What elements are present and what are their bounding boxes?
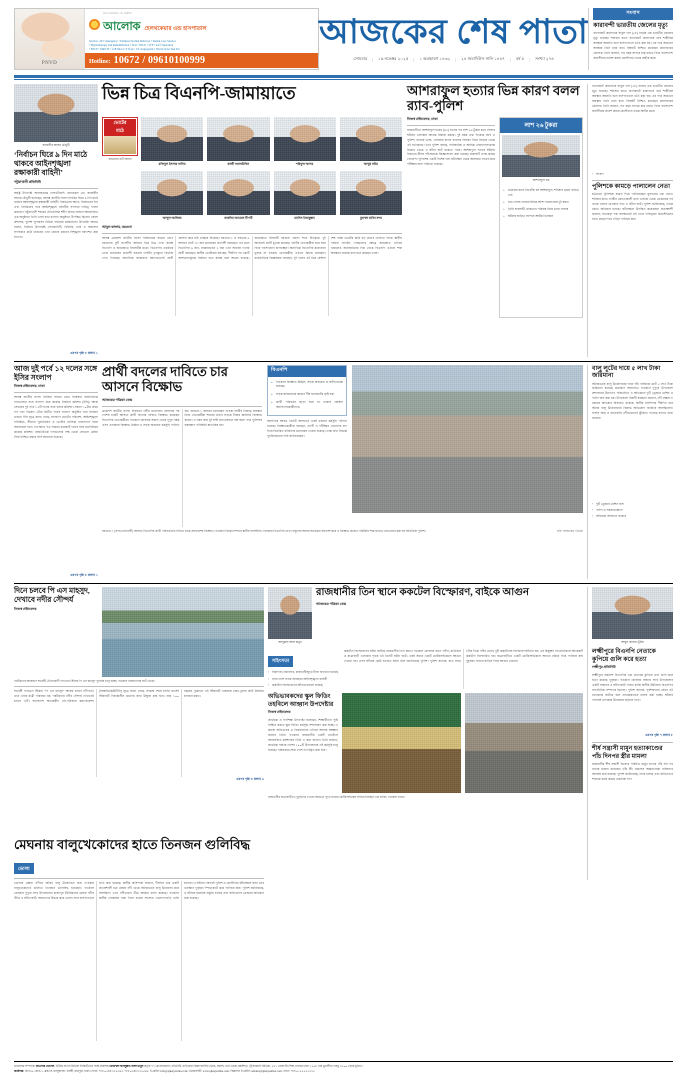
lead-main-byline: আবুল কালাম, বরগুনা xyxy=(102,224,132,229)
bottom-left-tag: ভোলা xyxy=(14,863,34,874)
lower-mid-photo-caption: রাজধানীর যাত্রাবাড়ীতে দুর্বৃত্তদের দেওয়া আগুনে পুড়ে যাওয়া মোটরসাইকেল সরিয়ে নিচ্ছেন এক ব্যক্তি। গতকাল রাতে। xyxy=(268,795,406,800)
factbox-point: » শুক্রবার রাতে নিখোঁজ হন আশরাফুল, শনিবার মেলে খণ্ডিত দেহ xyxy=(503,188,579,197)
mid-main-byline: আজকের পত্রিকা ডেস্ক xyxy=(102,397,132,402)
portrait-cell xyxy=(274,171,336,222)
dateline-hijri: ২৪ জমাদিউস সানি ১৪৪৭ xyxy=(461,55,505,61)
page-footer xyxy=(14,1061,673,1074)
kicker-line-2: মাঠে xyxy=(104,128,136,136)
right-col3-headline[interactable]: বালু লুটের দায়ে ৫ লাখ টাকা জরিমানা xyxy=(592,364,661,380)
lower-right-byline: লক্ষ্মীপুর প্রতিনিধি xyxy=(592,665,616,670)
right-col3-bullet: • অভিযান অব্যাহত থাকবে xyxy=(592,514,673,519)
ad-photo-label: PNVD xyxy=(41,61,58,66)
middle-column xyxy=(102,84,583,357)
ad-services xyxy=(85,38,318,53)
mid-main-body-col3: অন্যদিকে আরও তিনটি আসনেও একই ধরনের কর্মসূচি পালিত হয়েছে। বিক্ষোভকারীরা বলছেন, ত্যাগী ও পরীক্ষিত নেতাদের বাদ দিয়ে বিতর্কিত ব্যক্তিদের মনোনয়ন দেওয়া হয়েছে। তারা দ্রুত সিদ্ধান্ত পুনর্বিবেচনার দাবি জানিয়েছেন। xyxy=(267,419,347,439)
candidate-photo xyxy=(340,117,402,161)
lower-right-portrait-caption: আবুল কালাম ভূঁইয়া xyxy=(620,640,645,645)
footer-office-label: কার্যালয়: xyxy=(14,1069,25,1074)
dateline-gregorian: ১৬ নভেম্বর ২০২৫ xyxy=(378,55,409,61)
footer-line1-mid: , নিউজ বাংলা মিডিয়া লিমিটেডের পক্ষে প্রকাশক xyxy=(54,1064,109,1069)
lead-right-byline: নিজস্ব প্রতিবেদক, ঢাকা xyxy=(407,116,438,121)
right-col-continued-body: বাগেরহাট কারাগারে বাবুল দাস (৫৮) নামের এক ভারতীয় জেলের মৃত্যু হয়েছে। শনিবার রাতে বাগেরহাট কারাগারে তার শারীরিক অবস্থার অবনতি হলে হাসপাতালে ভর্তি করা হয়। এর পরে অচেতন অবস্থায় তিনি মারা যান। বিষয়টি নিশ্চিত করেছেন কারাগারের জেলার। তিনি জানান, গত বছর সাগরে মাছ ধরতে গিয়ে বাংলাদেশ জলসীমায় প্রবেশ করায় কোস্টগার্ড তাকে আটক করে। xyxy=(592,84,673,113)
lower-right-body-2: রাজধানীর শীর্ষ সন্ত্রাসী হিসেবে পরিচিত মামুন হত্যার পাঁচ দিন পর থানায় মামলা করেছেন তাঁর স্ত্রী। মামলায় অজ্ঞাতনামা ব্যক্তিদের আসামি করা হয়েছে। পুলিশ জানিয়েছে, তদন্ত চলছে এবং জড়িতদের শনাক্তে কাজ করছে একাধিক দল। xyxy=(592,762,673,781)
left-column xyxy=(14,84,98,357)
burnt-bike-photo xyxy=(465,693,584,793)
lead-right-headline[interactable]: আশরাফুল হত্যার ভিন্ন কারণ বলল র‍্যাব-পুলিশ xyxy=(407,83,580,113)
advertisement-alok-healthcare[interactable] xyxy=(14,8,319,70)
right-col3-bullet: • পাইপ ও সরঞ্জাম ধ্বংস xyxy=(592,508,673,513)
portrait-cell xyxy=(141,117,203,168)
factbox-point: » তিনি ব্যবসায়ী, থাকতেন পরিবার নিয়ে ভাড়া বাসায় xyxy=(503,207,579,212)
right-col3-story xyxy=(587,365,673,580)
lead-main-body xyxy=(102,236,402,316)
right-column xyxy=(587,84,673,357)
lower-right-story xyxy=(587,587,673,880)
candidate-photo xyxy=(340,171,402,215)
candidate-photo xyxy=(207,171,269,215)
candidate-name: রাকসিম আহমেদ টিপটি xyxy=(224,215,253,220)
mid-right-extra-body: প্রাথমিক ও গণশিক্ষা উপদেষ্টা বলেছেন, শিক্ষার্থীদের পুষ্টি নিশ্চিত করতে স্কুল ফিডিং কর্মসূচি সম্প্রসারণ করা হচ্ছে। এ কাজে অভিভাবক ও বিত্তবানদের এগিয়ে আসার আহ্বান জানান তিনি। গতকাল রাজধানীর একটি হোটেলে আয়োজিত কর্মশালায় তিনি এ কথা বলেন। তিনি জানান, প্রাথমিক পর্যায়ে দেশের ১৫০টি উপজেলায় এই কর্মসূচি চালু হয়েছে। পর্যায়ক্রমে সারা দেশে তা বিস্তৃত করা হবে। xyxy=(268,718,338,752)
kicker-caption: বরগুনার এটি আসন xyxy=(108,156,132,161)
bottom-left-body-col2: স্থানীয় বাসিন্দারা জানান, দীর্ঘদিন ধরে একটি প্রভাবশালী চক্র মেঘনা নদী থেকে অবৈধভাবে বালু উত্তোলন করে আসছিল। এতে নদীভাঙন তীব্র আকার ধারণ করেছে। গতকাল স্থানীয় লোকজন বাধা দিলে চক্রের সদস্যরা এলোপাতাড়ি গুলি চালায়। xyxy=(99,880,193,900)
steamer-photo-caption: পর্যটকদের আকর্ষণে শতবর্ষী ঐতিহ্যবাহী প্যাডেল স্টিমার পি এস মাহসুদ পুনরায় চালু হচ্ছে। গতকাল নারায়ণগঞ্জ ঘাট থেকে। xyxy=(14,679,155,684)
newspaper-title: আজকের শেষ পাতা xyxy=(319,14,589,52)
lower-mid-bullets xyxy=(268,670,340,687)
lower-mid-byline: আজকের পত্রিকা ডেস্ক xyxy=(316,602,346,607)
right-col2-headline[interactable]: পুলিশকে কামড়ে পালালেন নেতা xyxy=(592,182,670,190)
footer-office-details: বাড়ি-৯, রোড-১, ব্লক-সি, মনসুরাবাদ, বনশ্রী, রামপুরা, ঢাকা। ফোন: +৮৮০২৪৮৩২২৫৬৫, +৮৮০২৪৮৩২২৫৬৫, ই-মেইল: info@ajkerpatrika.com, ওয়েবসাইট: www.ajkerpatrika.com, বিজ্ঞাপন ই-মেইল: adsales@ajkerpatrika.com, ফোন: +৮৮০১৫৫৫৫৫৫২৫ xyxy=(24,1069,315,1074)
dateline-issue: সংখ্যা ২৭৪ xyxy=(535,55,555,61)
mid-main-body xyxy=(102,409,262,527)
right-col3-bullet: • দুটি ড্রেজার মেশিন জব্দ xyxy=(592,502,673,507)
candidate-name: আব্দুল আজিজ xyxy=(162,215,182,220)
dateline-bangla: ১ অগ্রহায়ণ ১৪৩২ xyxy=(419,55,451,61)
factbox-lash-26-tukra xyxy=(499,117,583,318)
portrait-cell xyxy=(274,117,336,168)
ad-logo xyxy=(85,9,318,38)
lead-left-body: স্বরাষ্ট্র উপদেষ্টা অবসরপ্রাপ্ত লেফটেন্যান্ট জেনারেল মো. জাহাঙ্গীর আলম চৌধুরী বলেছেন, আসন্ন জাতীয় সংসদ নির্বাচন ঘিরে ৯ দিন মাঠে থাকবে আইনশৃঙ্খলা রক্ষাকারী বাহিনী। নির্বাচনের আগে, নির্বাচনের দিন এবং নির্বাচনের পরে আইনশৃঙ্খলা বাহিনীর সদস্যরা দায়িত্ব পালন করবেন। পটুয়াখালী শহরের ঐতিহাসিক শহীদ মিনার প্রাঙ্গণে আয়োজিত এক অনুষ্ঠানে তিনি এসব কথা বলেন। অনুষ্ঠানে উপস্থিত ছিলেন জেলা প্রশাসক, পুলিশ সুপারসহ বিভিন্ন পর্যায়ের কর্মকর্তারা। উপদেষ্টা আরও বলেন, নির্বাচন উপলক্ষে সেনাবাহিনী, বিজিবি, র‍্যাব ও আনসার সদস্যরাও মাঠে থাকবেন এবং কোনো ধরনের বিশৃঙ্খলা বরদাশত করা হবে না। xyxy=(14,190,98,239)
footer-editor-name: কাওসার হোসেন xyxy=(35,1064,55,1069)
lower-mid-tag: সহিংসতা xyxy=(268,656,293,667)
section-divider-2 xyxy=(14,583,673,584)
bulletbox-bnp xyxy=(267,365,347,417)
mid-main-body-col2: বরগুনা-১ আসনে মনোনয়ন পাওয়া প্রার্থীর বিরুদ্ধে অবস্থান নিয়ে নেতাকর্মীরা শহরের প্রধান সড়কে টায়ার জ্বালিয়ে বিক্ষোভ করেন। এ সময় প্রায় দুই ঘণ্টা যান চলাচল বন্ধ ছিল। পরে পুলিশের হস্তক্ষেপে পরিস্থিতি স্বাভাবিক হয়। xyxy=(184,408,262,428)
lower-mid-story xyxy=(268,587,583,880)
right-col-note xyxy=(592,172,673,177)
lower-left-body: শতবর্ষী প্যাডেল স্টিমার ‘পি এস মাহসুদ’ আবার চলবে নদীপথে। তবে এবার যাত্রী পরিবহন নয়, পর্যটকদের নদীর সৌন্দর্য দেখাতেই চলবে এটি। বাংলাদেশ অভ্যন্তরীণ নৌ-পরিবহন করপোরেশন (বিআইডব্লিউটিসি) সূত্রে জানা গেছে, সংস্কার শেষে চলতি মাসেই স্টিমারটি দিবাকালীন ভ্রমণের জন্য উন্মুক্ত করা হবে। প্রায় ১০০ বছরের পুরোনো এই স্টিমারটি একসময় ঢাকা-খুলনা রুটে নিয়মিত চলাচল করত। xyxy=(14,688,264,703)
lower-mid-portrait xyxy=(268,587,312,639)
lower-right-headline[interactable]: লক্ষ্মীপুরে বিএনপি নেতাকে কুপিয়ে গুলি করে হত্যা xyxy=(592,648,656,663)
ad-hotline-number: 10672 / 09610100999 xyxy=(113,54,206,66)
candidate-name: কাজী আলাউদ্দিন xyxy=(227,161,250,166)
lower-mid-bullet: • ককটেল বিস্ফোরণের ঘটনায় মামলা হয়েছে xyxy=(268,683,340,688)
ad-photo xyxy=(15,9,85,69)
section-label-sangbad: সংবাদ xyxy=(593,8,673,20)
lower-right-portrait xyxy=(592,587,673,639)
protest-photo xyxy=(352,365,583,513)
lower-left-continued[interactable]: এরপর পৃষ্ঠা ৮ কলাম ৩ xyxy=(236,776,264,781)
portrait-cell xyxy=(207,117,269,168)
masthead-divider-thin xyxy=(14,79,673,80)
portrait-cell xyxy=(207,171,269,222)
mid-left-headline[interactable]: আজ দুই পর্বে ১২ দলের সঙ্গে ইসির সংলাপ xyxy=(14,363,98,382)
lead-right-block xyxy=(407,117,583,318)
lower-right-body: লক্ষ্মীপুরে প্রকাশ্যে বিএনপির এক নেতাকে কুপিয়ে এবং গুলি করে হত্যা করেছে দুর্বৃত্তরা। গতকাল রোববার সন্ধ্যায় সদর উপজেলার একটি বাজারে এ ঘটনা ঘটে। নিহত ব্যক্তি স্থানীয় ইউনিয়ন বিএনপির সাংগঠনিক সম্পাদক ছিলেন। পুলিশ জানায়, পূর্বশত্রুতার জেরে এই হত্যাকাণ্ড ঘটেছে বলে প্রাথমিকভাবে ধারণা করা হচ্ছে। ঘটনার পরপরই এলাকায় উত্তেজনা ছড়িয়ে পড়ে। xyxy=(592,673,673,702)
lower-mid-bullet: • নিরাপত্তা জোরদার, রাজধানীজুড়ে টহল বাড়ানো হয়েছে xyxy=(268,670,340,675)
footer-editor-label: ভারপ্রাপ্ত সম্পাদক: xyxy=(14,1064,36,1069)
mid-right-extra-story xyxy=(268,693,338,793)
top-side-headline[interactable]: কারাবন্দী ভারতীয় জেলের মৃত্যু xyxy=(593,22,668,29)
factbox-photo xyxy=(502,135,580,177)
mid-left-story xyxy=(14,365,98,580)
mid-left-body: আসন্ন জাতীয় সংসদ নির্বাচন সামনে রেখে নিবন্ধিত রাজনৈতিক দলগুলোর সঙ্গে সংলাপ শুরু করেছে নির্বাচন কমিশন (ইসি)। আজ সোমবার দুই পর্বে ১২টি দলের সঙ্গে বসবে কমিশন। সকাল ১০টায় প্রথম পর্ব এবং বিকেল ৩টায় দ্বিতীয় পর্বের সংলাপ অনুষ্ঠিত হবে নির্বাচন ভবনে। ইসি সূত্রে জানা গেছে, সংলাপে ভোটের পরিবেশ, আইনশৃঙ্খলা পরিস্থিতি, সীমানা পুনর্নির্ধারণ ও ভোটার তালিকা হালনাগাদ নিয়ে আলোচনা হবে। এর আগে গত সপ্তাহে কয়েকটি দলের সঙ্গে মতবিনিময় করেছে কমিশন। রাজনৈতিক দলগুলোর পক্ষ থেকে লেভেল প্লেয়িং ফিল্ড নিশ্চিত করার দাবি জানানো হয়েছে। xyxy=(14,395,98,439)
kicker-box xyxy=(102,117,138,222)
candidate-photo xyxy=(207,117,269,161)
lower-mid-body xyxy=(344,649,583,689)
bottom-left-body xyxy=(14,881,264,1041)
ad-service-line-3: • EECP • MRI 3T • 128 Slice CT Scan • CT Angiogram • World Class Test Etc xyxy=(89,47,180,52)
lower-mid-body-col1: ককটেল বিস্ফোরণের ঘটনা ঘটেছে রাজধানীর তিন স্থানে। গতকাল রোববার রাতে পল্টন, মতিঝিল ও যাত্রাবাড়ী এলাকায় পৃথক এই তিনটি ঘটনা ঘটে। একই সময়ে একটি মোটরসাইকেলে আগুন দেওয়া হয়। এসব ঘটনায় কেউ হতাহত হয়নি বলে জানিয়েছে পুলিশ। xyxy=(344,649,461,664)
portrait-cell xyxy=(141,171,203,222)
lower-left-headline[interactable]: দিনে চলবে পি এস মাহসুদ, দেখাবে নদীর সৌন্দর্য xyxy=(14,586,90,605)
footer-line1-post: কর্তৃক ৭৭ মোতাহারবাগ এভিনিউ, বাড়িধারা বিজ্ঞাপনবিথি থেকে, প্রকাশ, তথা থেকে প্রকাশিত। ট্রেজারমণি মিডিয়া, ২২১ তেজগাঁও শিল্প এলাকা ঢাকা ১২০৮ এরা মুদ্রাণীয়। ফকচু ৩৫০০ থেকে মুদ্রিত। xyxy=(143,1064,363,1069)
kicker-photo xyxy=(104,136,136,154)
lower-left-byline: নিজস্ব প্রতিবেদক xyxy=(14,607,37,612)
portrait-cell xyxy=(340,117,402,168)
ad-body xyxy=(85,9,318,69)
top-strip xyxy=(14,8,673,70)
bottom-left-body-col3: এ ঘটনার পরপরই পুলিশ ও কোস্টগার্ড ঘটনাস্থলে যায়। তবে ততক্ষণে দুর্বৃত্তরা স্পিডবোটে করে পালিয়ে যায়। পুলিশ জানিয়েছে, এ ঘটনায় মামলার প্রস্তুতি চলছে এবং জড়িতদের গ্রেপ্তারে অভিযান শুরু হয়েছে। xyxy=(184,880,264,900)
masthead-divider-thick xyxy=(14,75,673,78)
portrait-cell xyxy=(340,171,402,222)
bottom-left-body-col1: ভোলার মেঘনা নদীতে অবৈধ বালু উত্তোলনে বাধা দেওয়ায় বালুখেকোদের গুলিতে তিনজন গুলিবিদ্ধ হয়েছেন। গতকাল রোববার দুপুরে সদর উপজেলার রাজাপুর ইউনিয়নের মেঘনা নদীর তীরে এ ঘটনা ঘটে। আহতদের উদ্ধার করে ভোলা সদর হাসপাতালে ভর্তি করা হয়েছে। xyxy=(14,880,122,900)
lead-main-body-col1: আসন্ন ত্রয়োদশ জাতীয় সংসদ নির্বাচনকে সামনে রেখে বরগুনার দুটি সংসদীয় আসনে ভিন্ন চিত্র দেখা যাচ্ছে বিএনপি ও জামায়াতে ইসলামীর মধ্যে। বিএনপির একাধিক নেতা মনোনয়ন প্রত্যাশী হওয়ায় দলটির তৃণমূলে বিভক্তি দেখা দিয়েছে। অন্যদিকে জামায়াত আগেভাগেই প্রার্থী ঘোষণা করে মাঠ গুছিয়ে নিয়েছে। xyxy=(102,235,220,260)
main-grid xyxy=(14,84,673,357)
candidate-name: মহসিন ইজাবুল্লাহ xyxy=(294,215,315,220)
sun-icon xyxy=(89,19,100,30)
bottom-left-headline[interactable]: মেঘনায় বালুখেকোদের হাতে তিনজন গুলিবিদ্ধ xyxy=(14,837,251,852)
mid-main-story xyxy=(102,365,583,580)
lower-mid-headline[interactable]: রাজধানীর তিন স্থানে ককটেল বিস্ফোরণ, বাইকে আগুন xyxy=(316,587,529,599)
kicker-line-1: ভোটের xyxy=(104,119,136,128)
steamer-photo xyxy=(102,587,264,677)
top-side-body: বাগেরহাট কারাগারে বাবুল দাস (৫৮) নামের এক ভারতীয় জেলের মৃত্যু হয়েছে। শনিবার রাতে বাগেরহাট কারাগারে তার শারীরিক অবস্থার অবনতি হলে হাসপাতালে ভর্তি করা হয়। এর পরে অচেতন অবস্থায় তিনি মারা যান। বিষয়টি নিশ্চিত করেছেন কারাগারের জেলার। তিনি জানান, গত বছর সাগরে মাছ ধরতে গিয়ে বাংলাদেশ জলসীমায় প্রবেশ করায় কোস্টগার্ড তাকে আটক করে। xyxy=(593,31,673,61)
candidate-name: শরিফুল আলম xyxy=(295,161,314,166)
lead-left-photo xyxy=(14,84,98,142)
ad-service-line-2: • Physiotherapy and Rehabilitation • ICU • NICU • IVF • 24/7 Operation xyxy=(89,43,174,48)
lower-mid-bullet: • সারা দেশে সতর্ক অবস্থানে আইনশৃঙ্খলা বাহিনী xyxy=(268,677,340,682)
lower-right-continued[interactable]: এরপর পৃষ্ঠা ৭ কলাম ৮ xyxy=(645,733,673,738)
lead-main-body-col3: জামায়াতে ইসলামী বরগুনা জেলা শাখা ইতিমধ্যে দুই আসনেই প্রার্থী চূড়ান্ত করেছে। দলটির নেতাকর্মীরা ঘরে ঘরে গিয়ে গণসংযোগ চালাচ্ছেন। অন্যদিকে বিএনপির মনোনয়ন চূড়ান্ত না হওয়ায় নেতাকর্মীরা এখনো দ্বিধায় রয়েছেন। xyxy=(254,235,326,255)
ad-hotline-bar[interactable] xyxy=(85,53,318,68)
right-col2-body: চট্টগ্রামে পুলিশকে কামড় দিয়ে পালিয়েছেন যুবদলের এক নেতা। শনিবার রাতে নগরীর কোতোয়ালী থানা এলাকা থেকে গ্রেপ্তারের পর তাকে থানায় নেওয়ার পথে এ ঘটনা ঘটে। পুলিশ জানিয়েছে, তাকে ধরতে অভিযান চলছে। ঘটনাস্থলে উপস্থিত কয়েকজন প্রত্যক্ষদর্শী জানান, হাতকড়া পরা অবস্থাতেই ওই নেতা দায়িত্বরত কনস্টেবলের হাতে কামড় দিয়ে দৌড়ে পালিয়ে যান। xyxy=(592,192,673,221)
mid-left-byline: নিজস্ব প্রতিবেদক, ঢাকা xyxy=(14,384,45,389)
lead-left-byline: পটুয়াখালী প্রতিনিধি xyxy=(14,179,41,184)
dateline-year: বর্ষ ৫ xyxy=(515,55,525,61)
bottom-left-story xyxy=(14,838,264,1041)
factbox-point: » হাত-পাসহ দেহের বিভিন্ন অংশ পাওয়া যায় দুই স্থানে xyxy=(503,200,579,205)
factbox-points xyxy=(500,186,582,224)
bulletbox-item: » সড়ক অবরোধের কারণে দীর্ঘ যানজটের সৃষ্টি হয়। xyxy=(271,392,343,397)
lead-main-headline[interactable]: ভিন্ন চিত্র বিএনপি-জামায়াতে xyxy=(102,83,296,103)
mid-main-headline[interactable]: প্রার্থী বদলের দাবিতে চার আসনে বিক্ষোভ xyxy=(102,363,228,394)
factbox-title: লাশ ২৬ টুকরা xyxy=(500,118,582,133)
protest-photo-credit: ছবি: আজকের পত্রিকা xyxy=(557,528,583,533)
second-band xyxy=(14,365,673,580)
top-side-news xyxy=(588,8,673,70)
factbox-point: » ঘটনায় জড়িত সন্দেহে আটক তিনজন xyxy=(503,214,579,219)
mid-left-continued[interactable]: এরপর পৃষ্ঠা ৮ কলাম ১ xyxy=(70,573,98,578)
candidate-photo xyxy=(274,117,336,161)
candidate-photo xyxy=(274,171,336,215)
mid-right-extra-byline: নিজস্ব প্রতিবেদক xyxy=(268,710,291,715)
section-divider-1 xyxy=(14,361,673,362)
cocktail-scene-photo xyxy=(342,693,461,793)
dateline-weekday: সোমবার xyxy=(353,55,368,61)
lower-right-headline-2[interactable]: শীর্ষ সন্ত্রাসী মামুন হত্যাকাণ্ডের পাঁচ দিনপর স্ত্রীর মামলা xyxy=(592,745,663,760)
ad-tiny-top: ঢাকা মেডিকেল এন্ড ডেন্টাল xyxy=(103,12,132,15)
lead-main-body-col2: বরগুনা-১ ও বরগুনা-২ আসনে মোট ১৮ জন মনোনয়ন প্রত্যাশী রয়েছেন। এর মধ্যে বিএনপির ৯ জন, জামায়াতের ২ জন এবং অন্যান্য দলের প্রার্থী রয়েছেন। স্থানীয় ভোটাররা বলছেন, দীর্ঘদিন পর একটি অংশগ্রহণমূলক নির্বাচন হতে যাচ্ছে বলে আগ্রহ বাড়ছে। xyxy=(178,235,250,260)
footer-imprint-line-2 xyxy=(14,1069,673,1074)
ad-service-line-1: Service- 24/7 emergency • Painless Normal Delivery • Dental Care Service xyxy=(89,39,176,43)
bulletbox-title: বিএনপি xyxy=(268,366,346,377)
candidate-name: মজিবুল ইসলাম নাসিম xyxy=(158,161,186,166)
lead-right-body: রাজধানীতে আশরাফুল হকের (৪২) হত্যার পর লাশ ২৬ টুকরা করে ফেলার ঘটনায় এলাকায় আতঙ্ক বিরাজ করছে। দুই রকম তথ্য দিয়েছে র‍্যাব ও পুলিশ। র‍্যাবের ভাষ্য, এলাকার মাদক ব্যবসার নিয়ন্ত্রণ নিয়ে বিরোধ থেকে এই হত্যাকাণ্ড। তবে পুলিশ বলছে, পারিবারিক ও আর্থিক লেনদেনসংক্রান্ত বিরোধ থেকে এ ঘটনা ঘটে থাকতে পারে। আশরাফুল হত্যার ঘটনায় নিহতের স্ত্রীসহ পাঁচজনকে জিজ্ঞাসাবাদ করা হয়েছে। মামলাটি তদন্ত করছে গোয়েন্দা পুলিশের একটি বিশেষ দল। ঘটনাস্থল থেকে আলামত সংগ্রহ করে পরীক্ষার জন্য পাঠানো হয়েছে। xyxy=(407,127,495,167)
candidate-name: মুহাম্মদ হাবিব বশর xyxy=(359,215,382,220)
right-col-note-item: • সংবাদ xyxy=(592,172,673,177)
candidate-photo xyxy=(141,171,203,215)
lead-main-body-col4: রাজনৈতিক বিশ্লেষকরা বলছেন, দুই দলের এই ভিন্ন কৌশল শেষ পর্যন্ত ভোটের মাঠে বড় প্রভাব ফেলতে পারে। স্থানীয় পর্যায়ে সংগঠন গোছানোর ক্ষেত্রে জামায়াত এগিয়ে থাকলেও জনসমর্থনের দিক থেকে বিএনপি এখনো শক্ত অবস্থানে রয়েছে বলে মনে করছেন তারা। xyxy=(254,235,402,260)
lead-left-photo-credit: জাহাঙ্গীর আলম চৌধুরী xyxy=(42,143,70,147)
lower-mid-body-col2: পুলিশ জানায়, রাত সাড়ে ৮টার দিকে পল্টন মোড়ে দুটি ককটেলের বিস্ফোরণ ঘটানো হয়। এর কিছুক্ষণ পর মতিঝিলে আরেকটি ককটেল বিস্ফোরিত হয়। যাত্রাবাড়ীতে একটি মোটরসাইকেলে আগুন ধরিয়ে দিয়ে পালিয়ে যায় দুর্বৃত্তরা। ফায়ার সার্ভিস গিয়ে আগুন নেভায়। xyxy=(429,649,583,664)
bulletbox-item: » গতকাল বিক্ষোভ মিছিল, সড়ক অবরোধ ও ঘণ্টাখানেক হয়েছে। xyxy=(271,380,343,389)
lead-left-continued[interactable]: এরপর পৃষ্ঠা ৮ কলাম ১ xyxy=(70,350,98,355)
candidate-name: আব্দুর রহিম xyxy=(363,161,378,166)
ad-brand-subtitle: হেলথকেয়ার এন্ড হাসপাতাল xyxy=(144,26,207,32)
bulletbox-item: » প্রার্থী পরিবর্তন ছাড়া ঘরে না ফেরার ঘোষণা আন্দোলনকারীদের। xyxy=(271,400,343,409)
candidate-portrait-grid xyxy=(141,117,402,222)
right-col3-body: অবৈধভাবে বালু উত্তোলনের দায়ে পাঁচ ব্যক্তিকে মোট ৫ লাখ টাকা জরিমানা করেছে ভ্রাম্যমাণ আদালত। গতকাল দুপুরে উপজেলা প্রশাসনের উদ্যোগে পরিচালিত এ অভিযানে দুটি ড্রেজার মেশিন ও পাইপ জব্দ করা হয়। উপজেলা নির্বাহী কর্মকর্তা জানান, নদী রক্ষায় এ ধরনের অভিযান অব্যাহত থাকবে। স্থানীয় বাসিন্দারা দীর্ঘদিন ধরে অবৈধ বালু উত্তোলনের বিরুদ্ধে অভিযোগ জানিয়ে আসছিলেন। ফসলি জমি ও বসতবাড়ি নদীভাঙনের ঝুঁকিতে পড়েছে বলেও তারা জানান। xyxy=(592,381,673,420)
right-col3-bullets xyxy=(592,502,673,519)
mid-main-body-col1: ত্রয়োদশ জাতীয় সংসদ নির্বাচনে দলীয় মনোনয়ন ঘোষণার পর দেশের চারটি আসনে প্রার্থী বদলের দাবিতে বিক্ষোভ করেছেন বিএনপির নেতাকর্মীরা। গতকাল রোববার সকাল থেকে দুপুর পর্যন্ত এসব এলাকায় বিক্ষোভ মিছিল ও সড়ক অবরোধ কর্মসূচি পালিত হয়। xyxy=(102,408,190,428)
masthead-dateline: সোমবার | ১৬ নভেম্বর ২০২৫ | ১ অগ্রহায়ণ ১৪৩২ | ২৪ জমাদিউস সানি ১৪৪৭ | বর্ষ ৫ | সংখ্যা ২৭৪ xyxy=(353,55,555,62)
factbox-photo-caption: আশরাফুল হক xyxy=(532,177,550,182)
masthead xyxy=(319,8,588,70)
bulletbox-items xyxy=(268,377,346,416)
mid-right-extra-headline[interactable]: অভিভাবকদের স্কুল ফিডিং তহবিলে আহ্বান উপদেষ্টার xyxy=(268,693,334,708)
ad-hotline-label: Hotline: xyxy=(89,57,111,65)
candidate-photo xyxy=(141,117,203,161)
lead-left-headline[interactable]: ‘নির্বাচন ঘিরে ৯ দিন মাঠে থাকবে আইনশৃঙ্খলা রক্ষাকারী বাহিনী’ xyxy=(14,150,88,177)
lead-main-block xyxy=(102,117,402,318)
protest-photo-caption: বরগুনা-১ (সদর-তালতলী) আসনে বিএনপির প্রার্থী পরিবর্তনের দাবিতে শুয়ে-সমাবেশের বিক্ষোভ। গতকাল বিকেলে শহরে স্থানীয় বাসস্ট্যান্ড এলাকায় বিএনপির নেতা বাবুলের আলম সমর্থকরা সমাবেশ করে এ বিক্ষোভ করেন। পরিস্থিতি শান্ত রাখতে মোতায়েন করা হয় অতিরিক্ত পুলিশ। xyxy=(102,528,426,533)
ad-brand: আলোক xyxy=(103,21,141,33)
lower-mid-portrait-caption: আব্দুল্লাহ আল মামুন xyxy=(278,640,302,645)
footer-publisher-name: মোহাম্মদ আবদুল্লাহ আল মামুন xyxy=(109,1064,144,1069)
